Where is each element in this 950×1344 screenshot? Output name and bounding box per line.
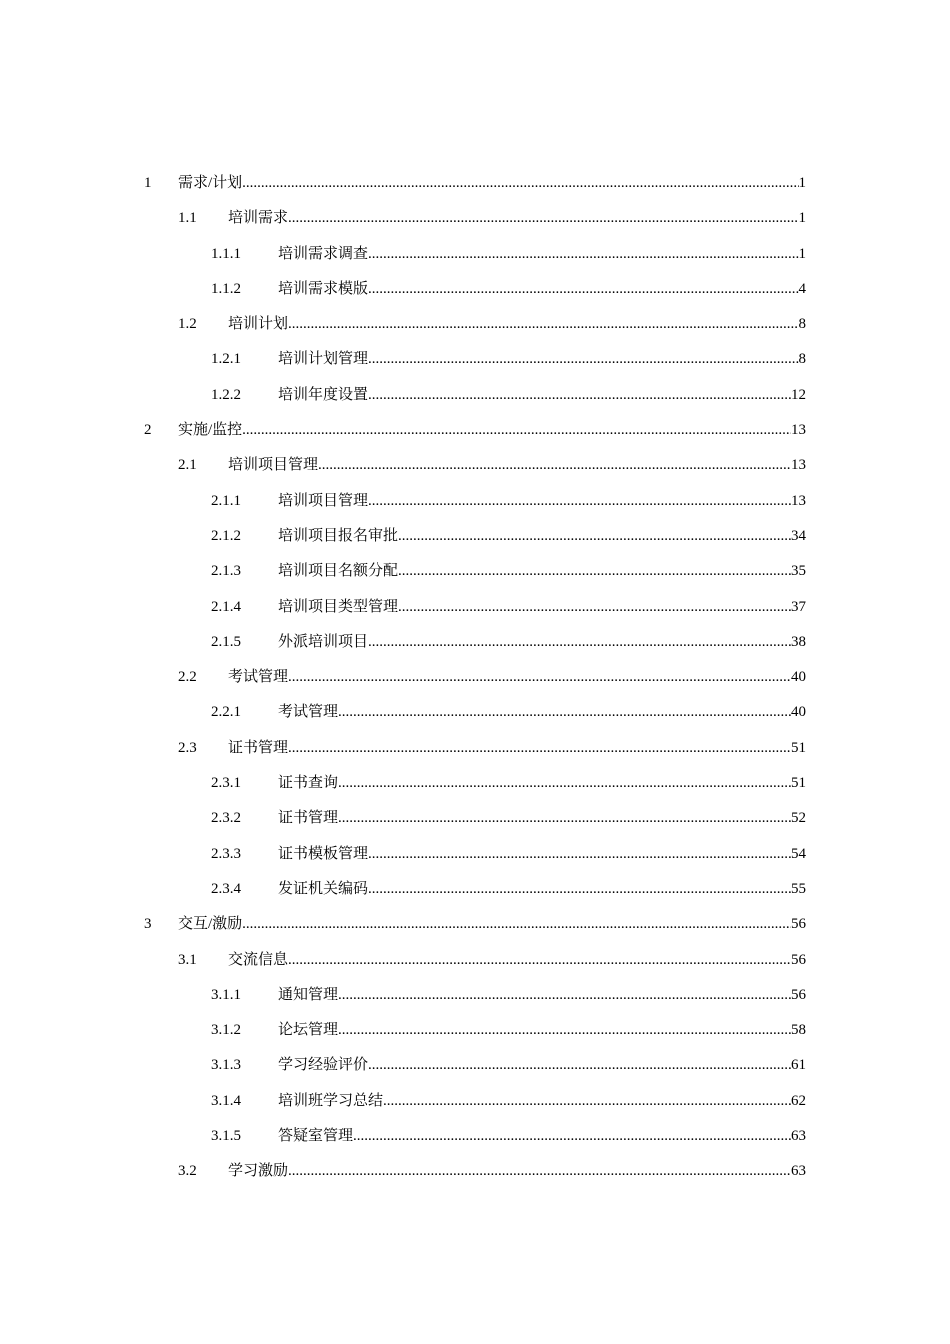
toc-entry-page: 40 — [791, 669, 806, 686]
toc-entry[interactable] — [0, 695, 950, 730]
toc-entry-page: 1 — [798, 175, 806, 191]
toc-entry-title: 交互/激励 — [178, 916, 243, 933]
toc-entry-page: 13 — [791, 457, 806, 474]
toc-entry-title: 培训需求 — [228, 210, 289, 227]
toc-entry[interactable] — [0, 378, 950, 413]
toc-entry[interactable] — [0, 590, 950, 625]
toc-entry-page: 61 — [791, 1057, 806, 1074]
toc-entry-title: 学习经验评价 — [278, 1057, 369, 1074]
dot-leader — [338, 978, 791, 1013]
dot-leader — [368, 237, 798, 272]
dot-leader — [288, 943, 791, 978]
toc-entry-number: 2.1.2 — [211, 527, 241, 544]
toc-entry-title: 考试管理 — [228, 669, 289, 686]
toc-entry[interactable] — [0, 1154, 950, 1189]
toc-entry-number: 2.3.4 — [211, 880, 241, 897]
toc-entry-number: 1.1 — [178, 210, 197, 227]
toc-entry-page: 34 — [791, 527, 806, 544]
toc-entry-title: 培训需求模版 — [278, 280, 369, 297]
toc-entry-number: 1.2.2 — [211, 386, 241, 403]
toc-entry-title: 培训班学习总结 — [278, 1092, 384, 1109]
dot-leader — [242, 907, 791, 942]
toc-entry-number: 3.1 — [178, 951, 197, 968]
toc-entry-number: 1 — [144, 175, 152, 191]
toc-entry[interactable] — [0, 201, 950, 236]
toc-entry[interactable] — [0, 978, 950, 1013]
toc-entry-page: 54 — [791, 845, 806, 862]
toc-entry-title: 考试管理 — [278, 704, 339, 721]
toc-entry-title: 培训年度设置 — [278, 386, 369, 403]
toc-entry-number: 2.2.1 — [211, 704, 241, 721]
toc-entry-title: 证书管理 — [278, 810, 339, 827]
toc-entry[interactable] — [0, 484, 950, 519]
dot-leader — [368, 272, 798, 307]
dot-leader — [368, 872, 791, 907]
toc-entry-title: 培训计划管理 — [278, 351, 369, 368]
toc-entry-title: 培训项目管理 — [228, 457, 319, 474]
toc-entry-page: 52 — [791, 810, 806, 827]
toc-entry-title: 证书查询 — [278, 775, 339, 792]
toc-entry-page: 55 — [791, 880, 806, 897]
dot-leader — [368, 484, 791, 519]
dot-leader — [338, 766, 791, 801]
toc-entry-page: 37 — [791, 598, 806, 615]
dot-leader — [338, 801, 791, 836]
toc-entry-page: 35 — [791, 563, 806, 580]
toc-entry[interactable] — [0, 1119, 950, 1154]
toc-entry[interactable] — [0, 766, 950, 801]
toc-entry-page: 12 — [791, 386, 806, 403]
toc-entry-page: 1 — [798, 210, 806, 227]
dot-leader — [368, 378, 791, 413]
dot-leader — [288, 1154, 791, 1189]
toc-entry-title: 培训需求调查 — [278, 245, 369, 262]
toc-entry[interactable] — [0, 554, 950, 589]
toc-entry-number: 3.1.4 — [211, 1092, 241, 1109]
toc-entry-number: 1.1.1 — [211, 245, 241, 262]
toc-entry-title: 需求/计划 — [178, 175, 243, 191]
toc-entry-page: 56 — [791, 986, 806, 1003]
toc-entry-number: 2.1.4 — [211, 598, 241, 615]
toc-entry[interactable] — [0, 307, 950, 342]
toc-entry-title: 证书模板管理 — [278, 845, 369, 862]
toc-entry-title: 培训项目报名审批 — [278, 527, 399, 544]
toc-entry[interactable] — [0, 731, 950, 766]
toc-entry-page: 56 — [791, 951, 806, 968]
toc-entry[interactable] — [0, 448, 950, 483]
toc-entry[interactable] — [0, 943, 950, 978]
toc-entry-page: 62 — [791, 1092, 806, 1109]
toc-entry-number: 1.2 — [178, 316, 197, 333]
dot-leader — [242, 413, 791, 448]
toc-entry-number: 2.3.1 — [211, 775, 241, 792]
toc-entry-number: 2.3.3 — [211, 845, 241, 862]
toc-entry-title: 培训项目名额分配 — [278, 563, 399, 580]
toc-entry-page: 63 — [791, 1163, 806, 1180]
toc-entry-title: 发证机关编码 — [278, 880, 369, 897]
dot-leader — [318, 448, 791, 483]
toc-entry[interactable] — [0, 872, 950, 907]
dot-leader — [368, 342, 798, 377]
table-of-contents — [0, 166, 950, 1190]
toc-entry-number: 2.1 — [178, 457, 197, 474]
dot-leader — [398, 554, 791, 589]
dot-leader — [242, 166, 798, 201]
toc-entry-page: 8 — [798, 316, 806, 333]
toc-entry[interactable] — [0, 342, 950, 377]
toc-entry-title: 实施/监控 — [178, 422, 243, 439]
dot-leader — [368, 625, 791, 660]
dot-leader — [398, 590, 791, 625]
toc-entry-number: 3.1.1 — [211, 986, 241, 1003]
toc-entry-title: 外派培训项目 — [278, 633, 369, 650]
toc-entry[interactable] — [0, 660, 950, 695]
dot-leader — [338, 695, 791, 730]
toc-entry-title: 证书管理 — [228, 739, 289, 756]
dot-leader — [288, 307, 798, 342]
toc-entry-number: 1.2.1 — [211, 351, 241, 368]
toc-entry-number: 3.1.2 — [211, 1022, 241, 1039]
toc-entry[interactable] — [0, 272, 950, 307]
toc-entry-number: 1.1.2 — [211, 280, 241, 297]
toc-entry[interactable] — [0, 801, 950, 836]
toc-entry-page: 13 — [791, 492, 806, 509]
toc-entry[interactable] — [0, 1084, 950, 1119]
dot-leader — [368, 837, 791, 872]
toc-entry-title: 学习激励 — [228, 1163, 289, 1180]
dot-leader — [288, 660, 791, 695]
toc-entry-number: 2 — [144, 422, 152, 439]
toc-entry-number: 3.1.3 — [211, 1057, 241, 1074]
dot-leader — [288, 201, 798, 236]
toc-entry-number: 2.3 — [178, 739, 197, 756]
toc-entry-number: 2.2 — [178, 669, 197, 686]
toc-entry-number: 2.1.5 — [211, 633, 241, 650]
toc-entry-number: 3.1.5 — [211, 1128, 241, 1145]
toc-entry-title: 论坛管理 — [278, 1022, 339, 1039]
toc-entry[interactable] — [0, 1048, 950, 1083]
toc-entry-number: 3 — [144, 916, 152, 933]
toc-entry[interactable] — [0, 237, 950, 272]
dot-leader — [288, 731, 791, 766]
toc-entry-page: 8 — [798, 351, 806, 368]
toc-entry-page: 58 — [791, 1022, 806, 1039]
toc-entry[interactable] — [0, 166, 950, 201]
toc-entry-number: 2.3.2 — [211, 810, 241, 827]
dot-leader — [398, 519, 791, 554]
toc-entry-page: 63 — [791, 1128, 806, 1145]
toc-entry[interactable] — [0, 1013, 950, 1048]
toc-entry[interactable] — [0, 519, 950, 554]
toc-entry-page: 4 — [798, 280, 806, 297]
toc-entry-page: 51 — [791, 739, 806, 756]
dot-leader — [383, 1084, 791, 1119]
toc-entry-page: 40 — [791, 704, 806, 721]
toc-entry-page: 51 — [791, 775, 806, 792]
toc-entry-title: 交流信息 — [228, 951, 289, 968]
toc-entry[interactable] — [0, 837, 950, 872]
toc-entry-number: 3.2 — [178, 1163, 197, 1180]
toc-entry[interactable] — [0, 907, 950, 942]
toc-entry-page: 13 — [791, 422, 806, 439]
dot-leader — [338, 1013, 791, 1048]
toc-entry-title: 培训项目类型管理 — [278, 598, 399, 615]
toc-entry-title: 通知管理 — [278, 986, 339, 1003]
toc-entry-title: 答疑室管理 — [278, 1128, 354, 1145]
dot-leader — [368, 1048, 791, 1083]
toc-entry-title: 培训计划 — [228, 316, 289, 333]
toc-entry-page: 56 — [791, 916, 806, 933]
toc-entry-title: 培训项目管理 — [278, 492, 369, 509]
toc-entry-number: 2.1.3 — [211, 563, 241, 580]
toc-entry[interactable] — [0, 625, 950, 660]
toc-entry-number: 2.1.1 — [211, 492, 241, 509]
toc-entry[interactable] — [0, 413, 950, 448]
toc-entry-page: 1 — [798, 245, 806, 262]
toc-entry-page: 38 — [791, 633, 806, 650]
dot-leader — [353, 1119, 791, 1154]
